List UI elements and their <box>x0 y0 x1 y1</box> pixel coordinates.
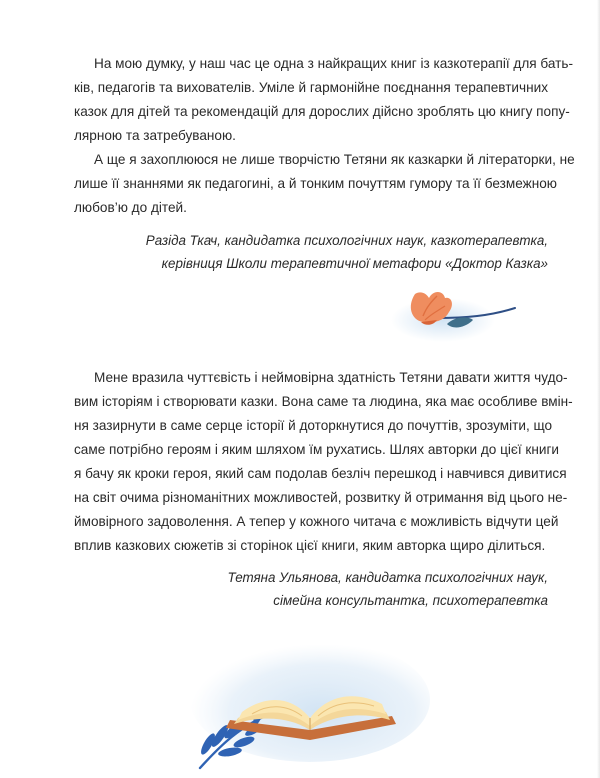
flower-illustration <box>385 282 525 344</box>
text-line: вплив казкових сюжетів зі сторінок цієї книги, яким авторка щиро ділиться. <box>74 538 546 553</box>
text-line: Мене вразила чуттєвість і неймовірна здатність Тетяни давати життя чудо- <box>94 370 568 385</box>
text-line: А ще я захоплююся не лише творчістю Тетяни як казкарки й літераторки, не <box>94 152 575 167</box>
text-line: На мою думку, у наш час це одна з найкращих книг із казкотерапії для бать- <box>94 56 573 71</box>
text-line: лярною та затребуваною. <box>74 128 236 143</box>
text-line: саме потрібно героям і яким шляхом їм рухатись. Шлях авторки до цієї книги <box>74 442 560 457</box>
text-line: я бачу як кроки героя, який сам подолав безліч перешкод і навчився дивитися <box>74 466 567 481</box>
text-line: любов’ю до дітей. <box>74 200 187 215</box>
review1-signature <box>88 229 548 275</box>
review2-signature <box>88 566 548 612</box>
review2-paragraph <box>74 366 573 558</box>
text-line: ймовірного задоволення. А тепер у кожного читача є можливість відчути цей <box>74 514 559 529</box>
signature-line: Разіда Ткач, кандидатка психологічних наук, казкотерапевтка, <box>145 233 548 248</box>
text-line: на світ очима різноманітних можливостей, розвитку й отримання від цього не- <box>74 490 568 505</box>
text-line: казок для дітей та рекомендацій для дорослих дійсно зроблять цю книгу попу- <box>74 104 570 119</box>
review1-paragraph2 <box>74 148 575 220</box>
signature-line: сімейна консультантка, психотерапевтка <box>273 593 548 608</box>
signature-line: Тетяна Ульянова, кандидатка психологічних наук, <box>227 570 548 585</box>
text-line: вим історіям і створювати казки. Вона саме та людина, яка має особливе вмін- <box>74 394 573 409</box>
text-line: ня зазирнути в саме серце історії й доторкнутися до почуттів, зрозуміти, що <box>74 418 553 433</box>
text-line: лише її знаннями як педагогині, а й тонким почуттям гумору та її безмежною <box>74 176 557 191</box>
text-line: ків, педагогів та вихователів. Уміле й гармонійне поєднання терапевтичних <box>74 80 548 95</box>
review1-paragraph1 <box>74 52 573 148</box>
open-book-illustration <box>160 618 460 778</box>
signature-line: керівниця Школи терапевтичної метафори «Доктор Казка» <box>161 256 548 271</box>
